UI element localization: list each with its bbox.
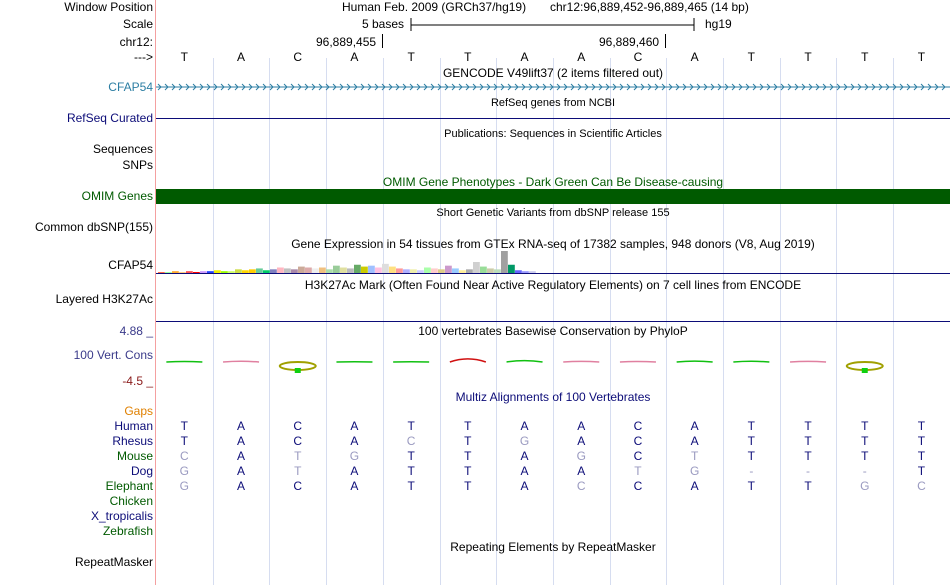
aligned-base: T bbox=[804, 419, 812, 433]
aligned-base: T bbox=[180, 419, 189, 433]
publications-label[interactable]: Sequences bbox=[92, 142, 153, 156]
aligned-base: G bbox=[179, 479, 190, 493]
aligned-base: A bbox=[520, 479, 529, 493]
aligned-base: T bbox=[690, 449, 699, 463]
aligned-base: G bbox=[519, 434, 530, 448]
ruler-base: A bbox=[690, 50, 699, 64]
scale-bar bbox=[410, 17, 695, 33]
aligned-base: A bbox=[237, 464, 246, 478]
phylop-score-mark bbox=[450, 359, 486, 362]
species-label[interactable]: Dog bbox=[130, 464, 153, 478]
aligned-base: C bbox=[633, 419, 643, 433]
species-label[interactable]: Mouse bbox=[116, 449, 153, 463]
phylop-score-mark bbox=[733, 361, 769, 362]
snps-label[interactable]: SNPs bbox=[122, 158, 153, 172]
ruler-base: T bbox=[407, 50, 415, 64]
gtex-tissue-bar bbox=[508, 265, 515, 273]
phylop-track[interactable] bbox=[156, 340, 950, 380]
coord-1-tick bbox=[382, 34, 383, 48]
multiz-title: Multiz Alignments of 100 Vertebrates bbox=[455, 390, 651, 404]
chrom-label: chr12: bbox=[119, 35, 153, 49]
omim-gene-bar[interactable] bbox=[156, 189, 950, 204]
dbsnp-label[interactable]: Common dbSNP(155) bbox=[34, 220, 153, 234]
window-position-label: Window Position bbox=[64, 0, 153, 14]
aligned-base: T bbox=[464, 464, 472, 478]
omim-label[interactable]: OMIM Genes bbox=[81, 189, 153, 203]
aligned-base: T bbox=[747, 479, 756, 493]
aligned-base: T bbox=[747, 434, 756, 448]
gencode-gene-track[interactable] bbox=[156, 82, 950, 92]
gencode-gene-label[interactable]: CFAP54 bbox=[108, 80, 153, 94]
aligned-base: C bbox=[576, 479, 586, 493]
ruler-base: A bbox=[237, 50, 246, 64]
ruler-base: C bbox=[293, 50, 303, 64]
phylop-max: 4.88 _ bbox=[119, 324, 153, 338]
aligned-base: A bbox=[350, 464, 359, 478]
phylop-score-mark bbox=[790, 361, 826, 362]
aligned-base: T bbox=[804, 449, 812, 463]
ruler-base: T bbox=[917, 50, 926, 64]
aligned-base: T bbox=[180, 434, 189, 448]
aligned-base: T bbox=[917, 419, 926, 433]
coord-2-tick bbox=[665, 34, 666, 48]
aligned-base: - bbox=[806, 464, 811, 478]
aligned-base: C bbox=[180, 449, 189, 463]
aligned-base: T bbox=[804, 434, 812, 448]
scale-text: 5 bases bbox=[362, 17, 405, 31]
phylop-score-mark bbox=[223, 361, 259, 362]
aligned-base: T bbox=[407, 464, 415, 478]
aligned-base: A bbox=[237, 419, 246, 433]
gtex-tissue-bar bbox=[473, 262, 480, 273]
species-label[interactable]: Elephant bbox=[105, 479, 153, 493]
gtex-title: Gene Expression in 54 tissues from GTEx RNA-seq of 17382 samples, 948 donors (V8, Aug 2019) bbox=[291, 237, 815, 251]
db-text: hg19 bbox=[705, 17, 732, 31]
gtex-tissue-bar bbox=[445, 266, 452, 273]
aligned-base: T bbox=[407, 419, 415, 433]
aligned-base: C bbox=[293, 479, 303, 493]
aligned-base: C bbox=[293, 419, 303, 433]
dbsnp-title: Short Genetic Variants from dbSNP release 155 bbox=[436, 207, 670, 219]
species-label[interactable]: Zebrafish bbox=[102, 524, 153, 538]
repeatmasker-title: Repeating Elements by RepeatMasker bbox=[450, 540, 656, 554]
species-label[interactable]: Rhesus bbox=[112, 434, 153, 448]
h3k27ac-baseline bbox=[156, 321, 950, 322]
phylop-title: 100 vertebrates Basewise Conservation by PhyloP bbox=[418, 324, 688, 338]
aligned-base: T bbox=[747, 419, 756, 433]
aligned-base: T bbox=[861, 419, 869, 433]
h3k27ac-title: H3K27Ac Mark (Often Found Near Active Regulatory Elements) on 7 cell lines from ENCODE bbox=[304, 278, 802, 292]
repeatmasker-label[interactable]: RepeatMasker bbox=[74, 555, 153, 569]
species-label[interactable]: Human bbox=[114, 419, 153, 433]
aligned-base: A bbox=[690, 434, 699, 448]
aligned-base: C bbox=[633, 449, 643, 463]
aligned-base: A bbox=[577, 464, 586, 478]
ruler-base: A bbox=[350, 50, 359, 64]
aligned-base: A bbox=[350, 434, 359, 448]
phylop-label[interactable]: 100 Vert. Cons bbox=[73, 348, 153, 362]
gtex-tissue-bar bbox=[354, 265, 361, 273]
ruler-base: C bbox=[633, 50, 643, 64]
aligned-base: C bbox=[633, 479, 643, 493]
phylop-score-mark bbox=[677, 361, 713, 362]
ruler-base: T bbox=[804, 50, 812, 64]
aligned-base: T bbox=[407, 449, 415, 463]
arrow-label: ---> bbox=[134, 50, 153, 64]
aligned-base: T bbox=[464, 449, 472, 463]
aligned-base: - bbox=[862, 464, 867, 478]
aligned-base: A bbox=[350, 479, 359, 493]
h3k27ac-label[interactable]: Layered H3K27Ac bbox=[55, 292, 153, 306]
aligned-base: A bbox=[577, 434, 586, 448]
aligned-base: A bbox=[237, 434, 246, 448]
refseq-label[interactable]: RefSeq Curated bbox=[66, 111, 153, 125]
ruler-base: A bbox=[520, 50, 529, 64]
phylop-insertion-box bbox=[862, 368, 868, 373]
aligned-base: T bbox=[917, 434, 926, 448]
aligned-base: T bbox=[804, 479, 812, 493]
aligned-base: G bbox=[860, 479, 870, 493]
gtex-tissue-bar bbox=[368, 266, 375, 273]
aligned-base: A bbox=[520, 464, 529, 478]
aligned-base: A bbox=[520, 419, 529, 433]
aligned-base: G bbox=[349, 449, 360, 463]
position-text[interactable]: chr12:96,889,452-96,889,465 (14 bp) bbox=[550, 0, 749, 14]
assembly-text: Human Feb. 2009 (GRCh37/hg19) bbox=[342, 0, 527, 14]
aligned-base: T bbox=[747, 449, 756, 463]
gtex-label[interactable]: CFAP54 bbox=[108, 258, 153, 272]
aligned-base: T bbox=[634, 464, 642, 478]
aligned-base: T bbox=[464, 479, 472, 493]
gtex-tissue-bar bbox=[382, 264, 389, 273]
phylop-score-mark bbox=[507, 361, 543, 362]
aligned-base: A bbox=[577, 419, 586, 433]
aligned-base: A bbox=[237, 479, 246, 493]
aligned-base: A bbox=[690, 479, 699, 493]
species-label[interactable]: Chicken bbox=[109, 494, 153, 508]
ruler-base: T bbox=[861, 50, 869, 64]
gtex-tissue-bar bbox=[501, 251, 508, 273]
aligned-base: C bbox=[293, 434, 303, 448]
aligned-base: C bbox=[406, 434, 416, 448]
gtex-bar-graph[interactable] bbox=[156, 250, 950, 274]
publications-title: Publications: Sequences in Scientific Articles bbox=[444, 128, 662, 140]
aligned-base: G bbox=[179, 464, 190, 478]
phylop-min: -4.5 _ bbox=[122, 374, 153, 388]
ruler-base: T bbox=[180, 50, 189, 64]
aligned-base: T bbox=[464, 419, 472, 433]
omim-title: OMIM Gene Phenotypes - Dark Green Can Be Disease-causing bbox=[382, 175, 724, 189]
aligned-base: T bbox=[294, 449, 302, 463]
aligned-base: C bbox=[633, 434, 643, 448]
aligned-base: G bbox=[576, 449, 586, 463]
scale-label: Scale bbox=[122, 17, 153, 31]
ruler-base: T bbox=[464, 50, 472, 64]
aligned-base: T bbox=[861, 434, 869, 448]
ruler-base: A bbox=[577, 50, 586, 64]
ruler-base: T bbox=[747, 50, 756, 64]
gtex-tissue-bar bbox=[333, 266, 340, 273]
gencode-title: GENCODE V49lift37 (2 items filtered out) bbox=[442, 66, 664, 80]
aligned-base: A bbox=[237, 449, 246, 463]
species-label[interactable]: X_tropicalis bbox=[90, 509, 153, 523]
aligned-base: A bbox=[690, 419, 699, 433]
gaps-label[interactable]: Gaps bbox=[124, 404, 153, 418]
coord-2: 96,889,460 bbox=[599, 35, 660, 49]
gtex-baseline bbox=[156, 273, 950, 274]
phylop-insertion-box bbox=[295, 368, 301, 373]
aligned-base: - bbox=[749, 464, 754, 478]
aligned-base: A bbox=[350, 419, 359, 433]
aligned-base: T bbox=[917, 449, 926, 463]
coord-1: 96,889,455 bbox=[316, 35, 377, 49]
aligned-base: A bbox=[520, 449, 529, 463]
aligned-base: T bbox=[861, 449, 869, 463]
aligned-base: T bbox=[294, 464, 302, 478]
aligned-base: C bbox=[917, 479, 926, 493]
refseq-track-line[interactable] bbox=[156, 118, 950, 119]
phylop-score-mark bbox=[563, 361, 599, 362]
aligned-base: T bbox=[464, 434, 472, 448]
aligned-base: G bbox=[689, 464, 700, 478]
aligned-base: T bbox=[917, 464, 926, 478]
refseq-title: RefSeq genes from NCBI bbox=[490, 97, 616, 109]
aligned-base: T bbox=[407, 479, 415, 493]
